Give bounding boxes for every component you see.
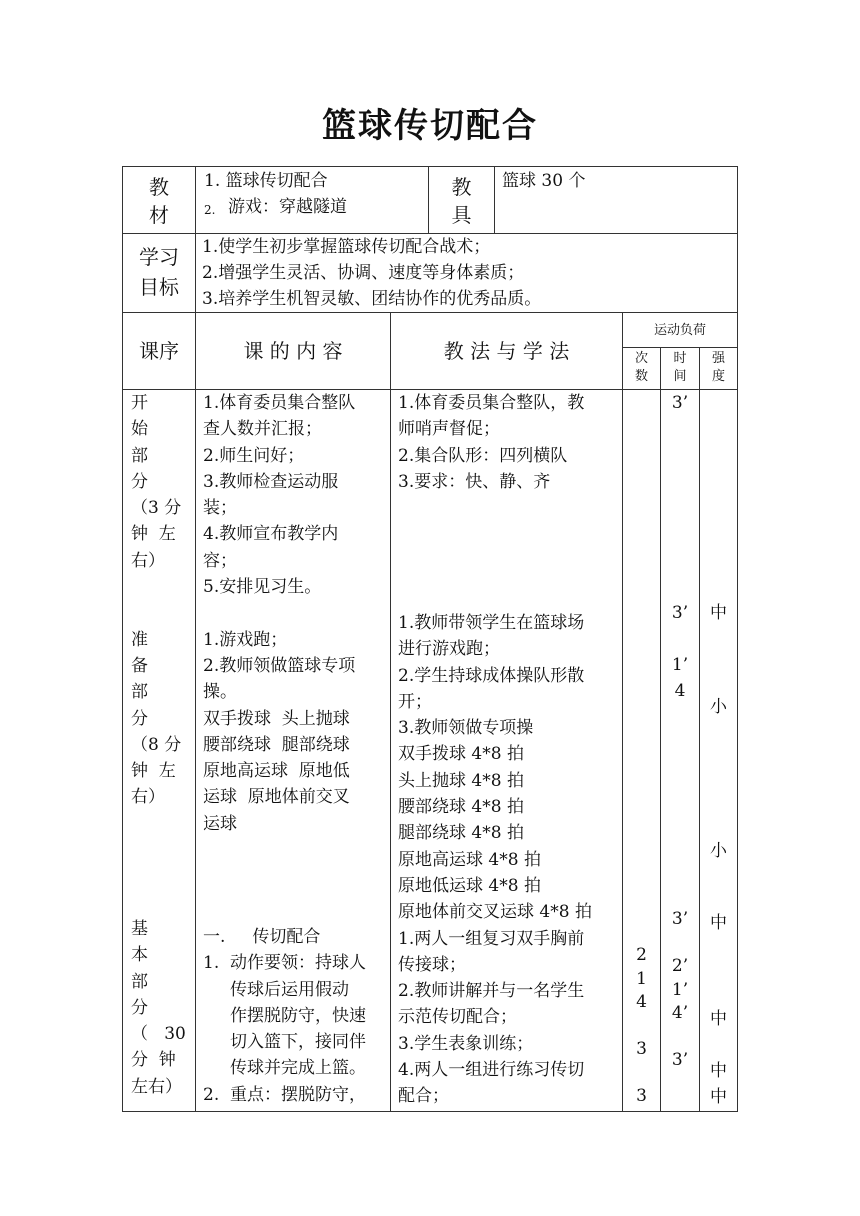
body-col-qiangdu [699,389,738,1112]
text-line: 传球并完成上篮。 [203,1058,367,1079]
text-line [203,600,387,626]
text-line: （3 分 [131,498,182,519]
cishu-column-text [622,944,661,1109]
text-line: 2.学生持球成体操队形散 [398,665,585,686]
text-line: 3.教师领做专项操 [398,718,534,739]
text-line: 3.学生表象训练； [398,1033,534,1054]
shijian-column-text-b [660,600,700,704]
text-line: 作摆脱防守，快速 [203,1005,367,1026]
text-line: 切入篮下，接同伴 [203,1032,367,1053]
text-line: 2.教师讲解并与一名学生 [398,981,585,1002]
text-line: 配合； [398,1086,449,1107]
text-line: 4’ [671,1003,689,1023]
text-line: 运球 原地体前交叉 [203,787,350,808]
header-shijian-2: 间 [673,369,687,384]
shijian-value-a: 3’ [671,393,689,413]
text-line: 2.教师领做篮球专项 [203,655,356,676]
text-line: 1.体育委员集合整队 [203,393,356,413]
header-keshu: 课序 [139,339,179,363]
keshu-column-text [131,390,193,1100]
text-line [699,1032,738,1058]
text-line: 运球 [203,813,237,834]
text-line [660,932,700,956]
text-line: 腿部绕球 4*8 拍 [398,823,524,844]
text-line: 进行游戏跑； [398,639,500,660]
qiangdu-value-b: 小 [710,697,727,717]
text-line: 3’ [671,909,689,929]
text-line [622,1062,661,1086]
text-line: 钟 左 [131,761,176,782]
text-line: 传接球； [398,954,466,975]
text-line [131,890,193,916]
text-line: 3.教师检查运动服 [203,471,339,492]
text-line [131,863,193,889]
jiaocai-item-1: 1. 篮球传切配合 [204,171,328,191]
text-line: 4 [636,992,647,1012]
text-line: 原地高运球 原地低 [203,761,350,782]
page-title: 篮球传切配合 [322,106,538,146]
text-line: 分 [131,708,148,729]
text-line: 开； [398,691,432,712]
text-line: 3 [636,1086,647,1106]
shijian-column-text-c [660,908,700,1073]
text-line: 1.两人一组复习双手胸前 [398,928,585,949]
goal-label-2: 目标 [139,275,179,299]
goal-label-1: 学习 [139,245,179,269]
text-line: 钟 左 [131,524,176,545]
text-line: 双手拨球 4*8 拍 [398,744,524,765]
text-line: （8 分 [131,734,182,755]
text-line: 1’ [671,655,689,675]
text-line: 2.师生问好； [203,445,305,466]
text-line: 原地体前交叉运球 4*8 拍 [398,902,592,923]
text-line: 中 [710,1061,727,1081]
header-qiangdu-1: 强 [711,351,725,366]
text-line [131,574,193,600]
text-line: 4.两人一组进行练习传切 [398,1060,585,1081]
content-column-text-a [203,390,387,837]
qiangdu-column-text-e [699,1006,738,1110]
text-line: 3’ [671,1050,689,1070]
text-line: 1.教师带领学生在篮球场 [398,613,585,633]
text-line: 基 [131,918,148,939]
method-column-text-b [398,610,620,1110]
text-line: 双手拨球 头上抛球 [203,708,350,729]
header-cishu-2: 数 [634,369,648,384]
text-line: 2’ [671,956,689,976]
jiaoju-value: 篮球 30 个 [502,171,586,191]
text-line [660,1026,700,1050]
text-line: 右） [131,550,165,571]
text-line: 部 [131,682,148,703]
text-line [131,811,193,837]
text-line: 3.要求：快、静、齐 [398,471,551,492]
jiaocai-item-2-num: 2. [204,203,216,217]
header-content: 课 的 内 容 [243,339,343,363]
text-line: 5.安排见习生。 [203,577,322,598]
text-line: 2 [636,945,647,965]
text-line: 备 [131,655,148,676]
text-line: 准 [131,629,148,650]
text-line: 部 [131,971,148,992]
text-line: 右） [131,787,165,808]
header-qiangdu-2: 度 [711,369,725,384]
qiangdu-value-d: 中 [710,913,727,933]
text-line [660,626,700,652]
text-line: 分 钟 [131,1050,176,1071]
text-line: 原地低运球 4*8 拍 [398,875,541,896]
header-method: 教 法 与 学 法 [443,339,570,363]
text-line: 头上抛球 4*8 拍 [398,770,524,791]
jiaocai-label-2: 材 [149,203,169,227]
text-line: 传球后运用假动 [203,979,350,1000]
text-line: 1.游戏跑； [203,629,288,650]
text-line: 中 [710,1087,727,1107]
text-line: 4.教师宣布教学内 [203,524,339,545]
text-line: 部 [131,445,148,466]
text-line: 2. 重点：摆脱防守， [203,1084,367,1105]
text-line: 本 [131,945,148,966]
qiangdu-value-c: 小 [710,841,727,861]
text-line: 腰部绕球 4*8 拍 [398,797,524,818]
text-line [131,837,193,863]
text-line: 1 [636,968,647,989]
goal-line-1: 1.使学生初步掌握篮球传切配合战术； [202,237,491,257]
qiangdu-value-a: 中 [710,603,727,623]
jiaocai-item-2-text: 游戏：穿越隧道 [228,197,347,217]
text-line: 示范传切配合； [398,1007,517,1028]
text-line: 容； [203,550,237,571]
text-line: 3’ [671,603,689,623]
text-line: 查人数并汇报； [203,419,322,440]
text-line: （ 30 [131,1024,186,1045]
goal-line-2: 2.增强学生灵活、协调、速度等身体素质； [202,263,525,283]
text-line: 原地高运球 4*8 拍 [398,849,541,870]
text-line: 一. 传切配合 [203,927,321,947]
text-line [131,600,193,626]
text-line: 1.体育委员集合整队，教 [398,393,585,413]
jiaoju-label-2: 具 [451,203,472,227]
jiaocai-label-1: 教 [149,175,169,199]
text-line: 装； [203,498,237,519]
text-line: 3 [636,1039,647,1059]
text-line: 2.集合队形：四列横队 [398,445,568,466]
text-line: 分 [131,471,148,492]
text-line: 始 [131,419,148,440]
header-cishu-1: 次 [634,351,648,366]
text-line: 分 [131,997,148,1018]
text-line: 1. 动作要领：持球人 [203,953,367,974]
header-load: 运动负荷 [653,323,706,338]
text-line: 腰部绕球 腿部绕球 [203,734,350,755]
text-line: 1’ [671,979,689,1000]
method-column-text-a [398,390,620,495]
text-line: 操。 [203,682,237,703]
text-line: 4 [674,681,686,701]
text-line: 开 [131,393,148,413]
header-shijian-1: 时 [673,351,687,366]
text-line [622,1015,661,1039]
text-line: 中 [710,1009,727,1029]
goal-line-3: 3.培养学生机智灵敏、团结协作的优秀品质。 [202,289,542,309]
text-line: 左右） [131,1076,182,1097]
text-line: 师哨声督促； [398,419,500,440]
content-column-text-b [203,924,387,1108]
jiaoju-label-1: 教 [451,175,472,199]
